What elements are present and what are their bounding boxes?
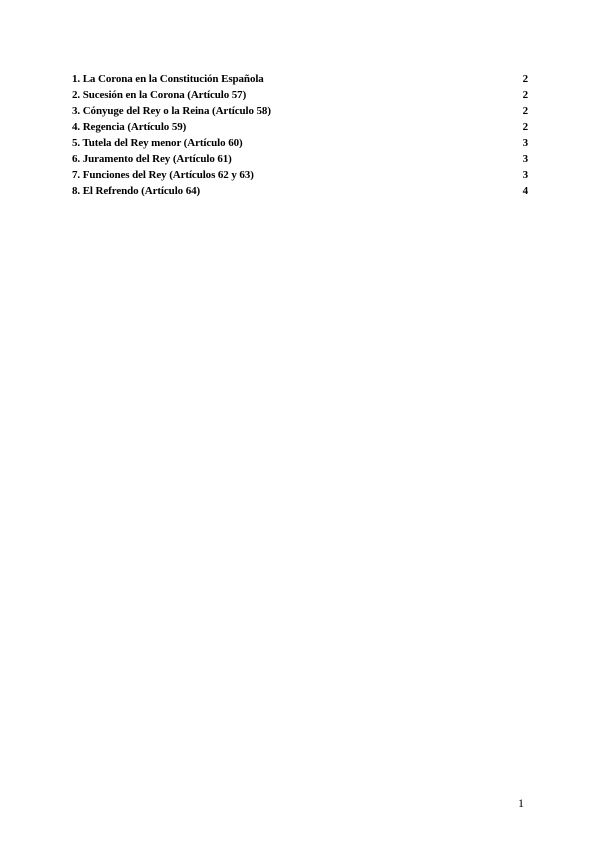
toc-entry-title: 3. Cónyuge del Rey o la Reina (Artículo 58) xyxy=(72,105,271,117)
toc-entry-title: 8. El Refrendo (Artículo 64) xyxy=(72,185,201,197)
toc-entry-title: 4. Regencia (Artículo 59) xyxy=(72,121,187,133)
toc-entry-page: 3 xyxy=(522,169,528,181)
toc-entry[interactable] xyxy=(72,167,528,183)
toc-entry[interactable] xyxy=(72,87,528,103)
toc-entry-page: 4 xyxy=(522,185,528,197)
toc-entry-title: 7. Funciones del Rey (Artículos 62 y 63) xyxy=(72,169,254,181)
toc-entry[interactable] xyxy=(72,103,528,119)
toc-entry-page: 2 xyxy=(522,105,528,117)
toc-entry[interactable] xyxy=(72,151,528,167)
page-number: 1 xyxy=(518,796,524,810)
toc-entry-title: 1. La Corona en la Constitución Española xyxy=(72,73,264,85)
toc-entry-title: 2. Sucesión en la Corona (Artículo 57) xyxy=(72,89,247,101)
toc-entry-title: 6. Juramento del Rey (Artículo 61) xyxy=(72,153,232,165)
toc-entry-page: 3 xyxy=(522,137,528,149)
toc-entry-page: 3 xyxy=(522,153,528,165)
toc-entry[interactable] xyxy=(72,183,528,199)
toc-entry-page: 2 xyxy=(522,73,528,85)
toc-entry-title: 5. Tutela del Rey menor (Artículo 60) xyxy=(72,137,243,149)
toc-entry[interactable] xyxy=(72,119,528,135)
table-of-contents xyxy=(72,71,528,199)
toc-entry[interactable] xyxy=(72,135,528,151)
toc-entry[interactable] xyxy=(72,71,528,87)
toc-entry-page: 2 xyxy=(522,89,528,101)
toc-entry-page: 2 xyxy=(522,121,528,133)
